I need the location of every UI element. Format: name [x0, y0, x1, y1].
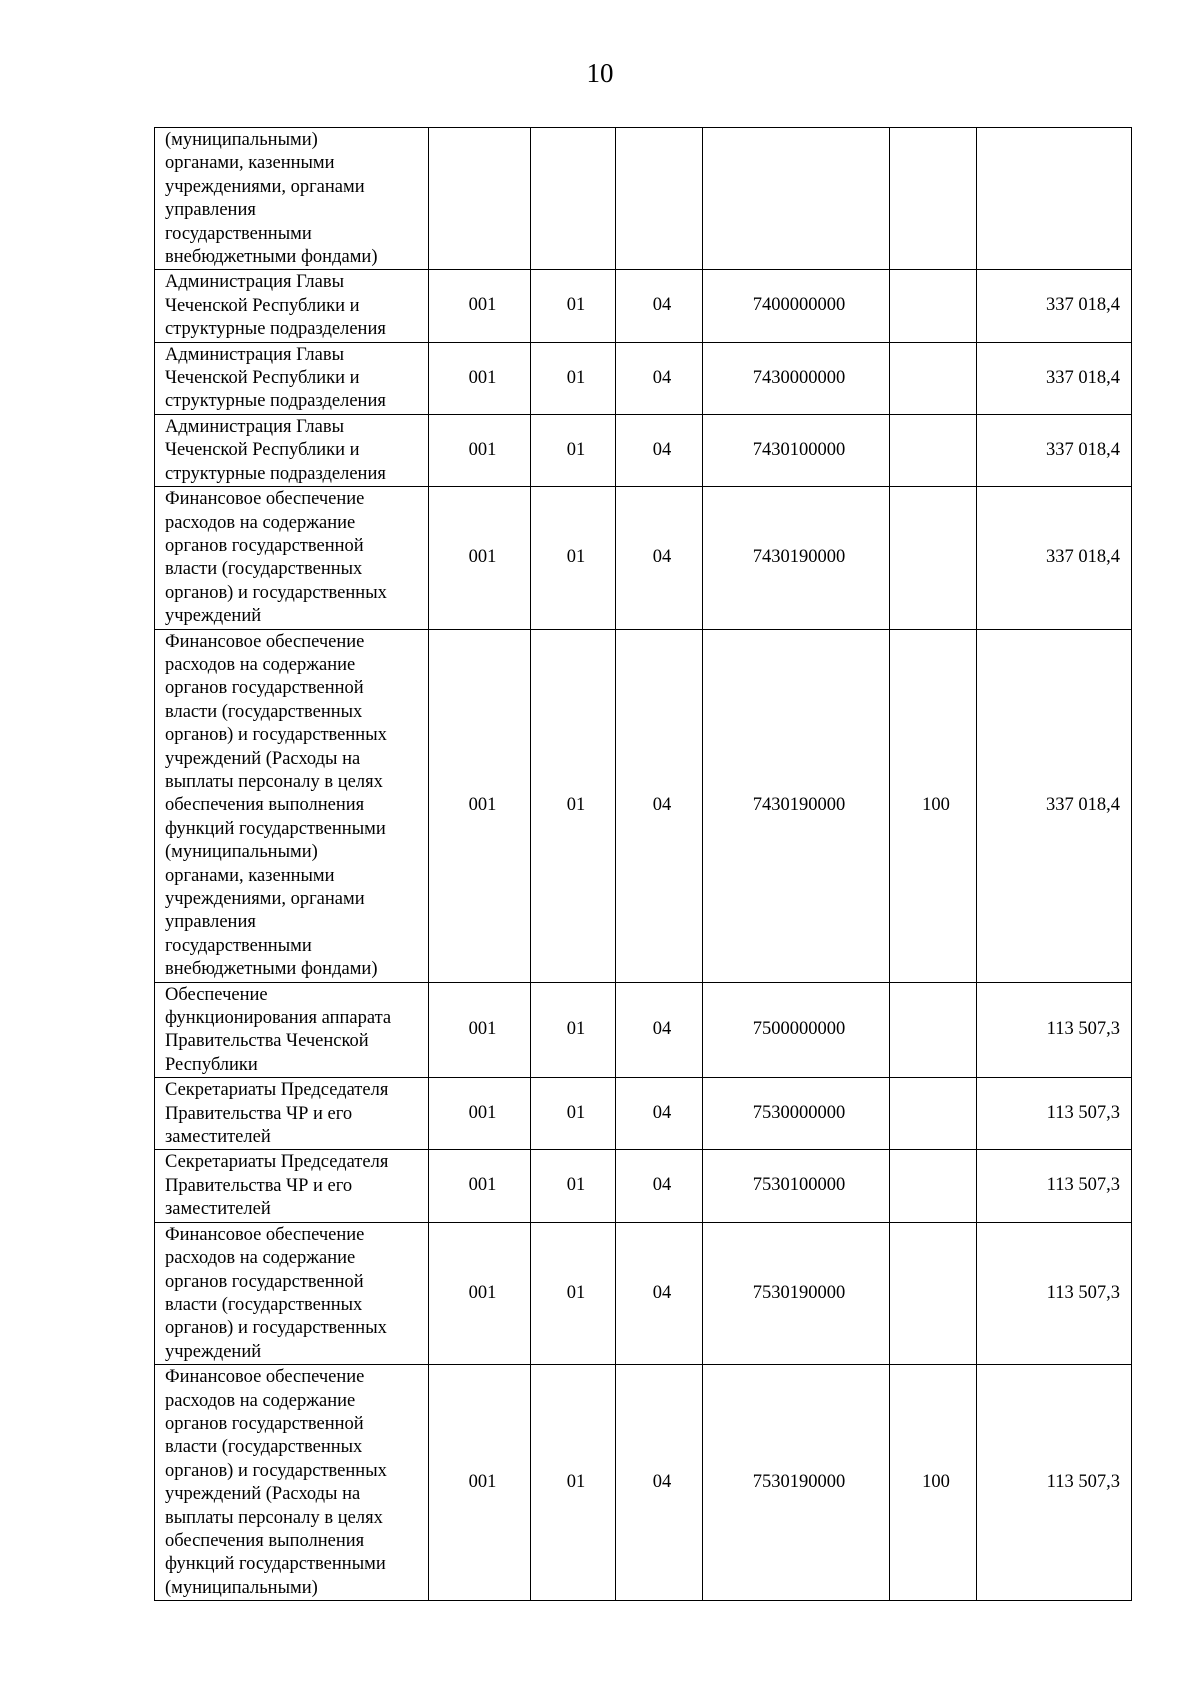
- sum-cell: 113 507,3: [977, 1078, 1132, 1150]
- csr-cell: 7500000000: [703, 982, 890, 1078]
- rz-cell: 01: [531, 270, 616, 342]
- table-row: [155, 1150, 1132, 1222]
- sum-cell: 113 507,3: [977, 1150, 1132, 1222]
- ved-cell: 001: [429, 342, 531, 414]
- csr-cell: 7400000000: [703, 270, 890, 342]
- row-name-cell: (муниципальными) органами, казенными учреждениями, органами управления государственными внебюджетными фондами): [155, 128, 429, 270]
- ved-cell: 001: [429, 1222, 531, 1364]
- table-row: [155, 629, 1132, 982]
- vr-cell: [890, 982, 977, 1078]
- sum-cell: 113 507,3: [977, 1222, 1132, 1364]
- ved-cell: 001: [429, 487, 531, 629]
- ved-cell: 001: [429, 982, 531, 1078]
- row-name-cell: Секретариаты Председателя Правительства ЧР и его заместителей: [155, 1078, 429, 1150]
- csr-cell: 7430100000: [703, 414, 890, 486]
- sum-cell: 337 018,4: [977, 414, 1132, 486]
- ved-cell: 001: [429, 1365, 531, 1601]
- pr-cell: 04: [616, 414, 703, 486]
- budget-table: [154, 127, 1132, 1601]
- pr-cell: 04: [616, 342, 703, 414]
- ved-cell: [429, 128, 531, 270]
- ved-cell: 001: [429, 270, 531, 342]
- ved-cell: 001: [429, 414, 531, 486]
- row-name-cell: Администрация Главы Чеченской Республики и структурные подразделения: [155, 270, 429, 342]
- vr-cell: [890, 342, 977, 414]
- rz-cell: 01: [531, 1078, 616, 1150]
- table-row: [155, 487, 1132, 629]
- pr-cell: 04: [616, 270, 703, 342]
- table-row: [155, 1078, 1132, 1150]
- rz-cell: [531, 128, 616, 270]
- vr-cell: [890, 128, 977, 270]
- sum-cell: 337 018,4: [977, 270, 1132, 342]
- page-number: 10: [586, 58, 614, 88]
- rz-cell: 01: [531, 982, 616, 1078]
- row-name-cell: Финансовое обеспечение расходов на содержание органов государственной власти (государственных органов) и государственных учреждений: [155, 487, 429, 629]
- ved-cell: 001: [429, 1150, 531, 1222]
- rz-cell: 01: [531, 1222, 616, 1364]
- sum-cell: 113 507,3: [977, 1365, 1132, 1601]
- vr-cell: 100: [890, 1365, 977, 1601]
- csr-cell: 7430190000: [703, 629, 890, 982]
- sum-cell: 337 018,4: [977, 487, 1132, 629]
- rz-cell: 01: [531, 487, 616, 629]
- rz-cell: 01: [531, 1150, 616, 1222]
- ved-cell: 001: [429, 1078, 531, 1150]
- sum-cell: [977, 128, 1132, 270]
- pr-cell: 04: [616, 629, 703, 982]
- rz-cell: 01: [531, 414, 616, 486]
- pr-cell: 04: [616, 1365, 703, 1601]
- csr-cell: 7530000000: [703, 1078, 890, 1150]
- vr-cell: [890, 1222, 977, 1364]
- rz-cell: 01: [531, 1365, 616, 1601]
- row-name-cell: Администрация Главы Чеченской Республики и структурные подразделения: [155, 342, 429, 414]
- sum-cell: 113 507,3: [977, 982, 1132, 1078]
- pr-cell: 04: [616, 1078, 703, 1150]
- vr-cell: [890, 414, 977, 486]
- csr-cell: 7530190000: [703, 1365, 890, 1601]
- table-row: [155, 342, 1132, 414]
- csr-cell: [703, 128, 890, 270]
- row-name-cell: Администрация Главы Чеченской Республики и структурные подразделения: [155, 414, 429, 486]
- table-row: [155, 128, 1132, 270]
- table-row: [155, 1222, 1132, 1364]
- vr-cell: [890, 487, 977, 629]
- ved-cell: 001: [429, 629, 531, 982]
- pr-cell: 04: [616, 982, 703, 1078]
- pr-cell: 04: [616, 1150, 703, 1222]
- table-row: [155, 414, 1132, 486]
- row-name-cell: Финансовое обеспечение расходов на содержание органов государственной власти (государственных органов) и государственных учреждений (Расходы на выплаты персоналу в целях обеспечения выполнения функций государственными (муниципальными): [155, 1365, 429, 1601]
- table-row: [155, 1365, 1132, 1601]
- row-name-cell: Финансовое обеспечение расходов на содержание органов государственной власти (государственных органов) и государственных учреждений (Расходы на выплаты персоналу в целях обеспечения выполнения функций государственными (муниципальными) органами, казенными учреждениями, органами управления государственными внебюджетными фондами): [155, 629, 429, 982]
- vr-cell: [890, 270, 977, 342]
- csr-cell: 7530190000: [703, 1222, 890, 1364]
- pr-cell: 04: [616, 1222, 703, 1364]
- sum-cell: 337 018,4: [977, 629, 1132, 982]
- rz-cell: 01: [531, 342, 616, 414]
- row-name-cell: Обеспечение функционирования аппарата Правительства Чеченской Республики: [155, 982, 429, 1078]
- csr-cell: 7430190000: [703, 487, 890, 629]
- row-name-cell: Финансовое обеспечение расходов на содержание органов государственной власти (государственных органов) и государственных учреждений: [155, 1222, 429, 1364]
- vr-cell: [890, 1150, 977, 1222]
- csr-cell: 7430000000: [703, 342, 890, 414]
- csr-cell: 7530100000: [703, 1150, 890, 1222]
- vr-cell: 100: [890, 629, 977, 982]
- sum-cell: 337 018,4: [977, 342, 1132, 414]
- vr-cell: [890, 1078, 977, 1150]
- table-row: [155, 982, 1132, 1078]
- table-row: [155, 270, 1132, 342]
- pr-cell: 04: [616, 487, 703, 629]
- pr-cell: [616, 128, 703, 270]
- rz-cell: 01: [531, 629, 616, 982]
- row-name-cell: Секретариаты Председателя Правительства ЧР и его заместителей: [155, 1150, 429, 1222]
